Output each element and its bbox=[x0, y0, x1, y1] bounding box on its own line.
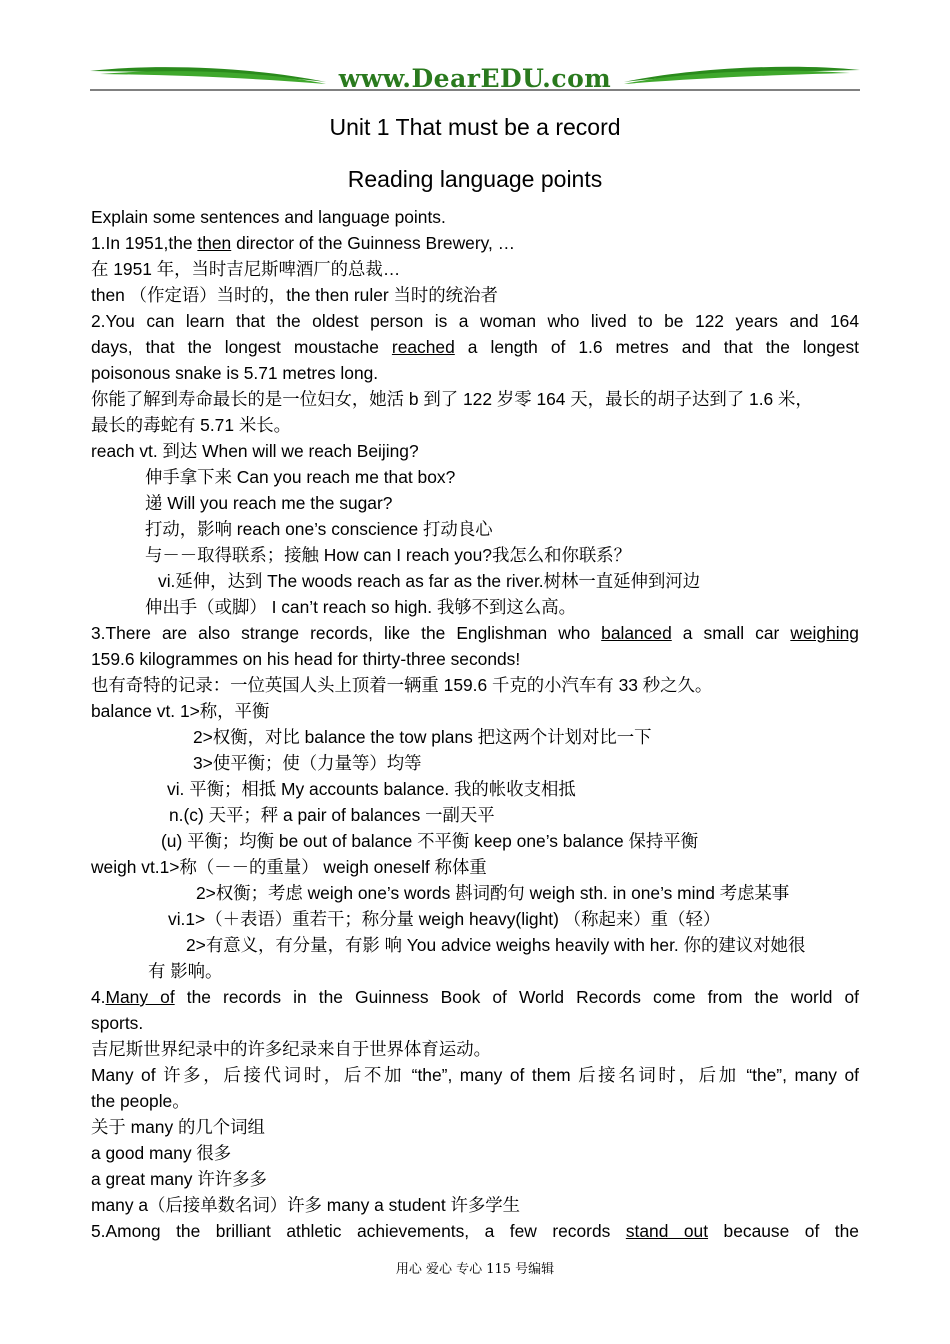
text-line: 你能了解到寿命最长的是一位妇女，她活 b 到了 122 岁零 164 天，最长的胡子达到了 1.6 米， bbox=[91, 389, 813, 409]
text-span: 1.In 1951,the bbox=[91, 233, 198, 253]
text-line: 也有奇特的记录：一位英国人头上顶着一辆重 159.6 千克的小汽车有 33 秒之久。 bbox=[91, 675, 713, 695]
text-line bbox=[91, 230, 859, 256]
text-line: 3>使平衡；使（力量等）均等 bbox=[193, 753, 422, 773]
text-line: then （作定语）当时的，the then ruler 当时的统治者 bbox=[91, 285, 498, 305]
text-line: reach vt. 到达 When will we reach Beijing? bbox=[91, 441, 419, 461]
text-line: vi.1>（＋表语）重若干；称分量 weigh heavy(light) （称起来）重（轻） bbox=[168, 909, 721, 929]
text-line bbox=[91, 620, 859, 646]
text-line: balance vt. 1>称，平衡 bbox=[91, 701, 270, 721]
text-line: Many of 许多，后接代词时，后不加 “the”, many of them 后接名词时，后加 “the”, many of bbox=[91, 1065, 859, 1085]
text-line: 最长的毒蛇有 5.71 米长。 bbox=[91, 415, 292, 435]
text-line bbox=[91, 1218, 859, 1244]
lesson-content bbox=[91, 204, 859, 1244]
text-line: vi.延伸，达到 The woods reach as far as the river.树林一直延伸到河边 bbox=[158, 571, 701, 591]
text-span: a length of 1.6 metres and that the longest bbox=[454, 337, 859, 357]
text-line: 伸手拿下来 Can you reach me that box? bbox=[145, 467, 456, 487]
text-line: 伸出手（或脚） I can’t reach so high. 我够不到这么高。 bbox=[145, 597, 576, 617]
text-line: 递 Will you reach me the sugar? bbox=[145, 493, 393, 513]
text-span: 3.There are also strange records, like the Englishman who bbox=[91, 623, 602, 643]
text-span: a small car bbox=[671, 623, 791, 643]
text-line: 2.You can learn that the oldest person is a woman who lived to be 122 years and 164 bbox=[91, 311, 859, 331]
text-line: weigh vt.1>称（－－的重量） weigh oneself 称体重 bbox=[91, 857, 487, 877]
text-line: a good many 很多 bbox=[91, 1143, 232, 1163]
underlined-term: weighing bbox=[790, 623, 859, 643]
text-line: the people。 bbox=[91, 1091, 190, 1111]
text-span: days, that the longest moustache bbox=[91, 337, 392, 357]
site-banner bbox=[90, 62, 860, 96]
text-line: 2>有意义，有分量，有影 响 You advice weighs heavily with her. 你的建议对她很 bbox=[186, 935, 806, 955]
text-line bbox=[91, 984, 859, 1010]
text-line: poisonous snake is 5.71 metres long. bbox=[91, 363, 379, 383]
text-span: director of the Guinness Brewery, … bbox=[231, 233, 516, 253]
text-line: 与－－取得联系；接触 How can I reach you?我怎么和你联系？ bbox=[145, 545, 632, 565]
text-line: 关于 many 的几个词组 bbox=[91, 1117, 265, 1137]
text-line: 打动，影响 reach one’s conscience 打动良心 bbox=[145, 519, 493, 539]
text-line: 2>权衡；考虑 weigh one’s words 斟词酌句 weigh sth. in one’s mind 考虑某事 bbox=[196, 883, 790, 903]
text-line: a great many 许许多多 bbox=[91, 1169, 267, 1189]
page-footer: 用心 爱心 专心 115 号编辑 bbox=[395, 1262, 555, 1277]
underlined-term: stand out bbox=[625, 1221, 709, 1241]
text-line: 吉尼斯世界纪录中的许多纪录来自于世界体育运动。 bbox=[91, 1039, 491, 1059]
text-line: (u) 平衡；均衡 be out of balance 不平衡 keep one’s balance 保持平衡 bbox=[161, 831, 699, 851]
text-line: n.(c) 天平；秤 a pair of balances 一副天平 bbox=[169, 805, 495, 825]
underlined-term: Many of bbox=[105, 987, 175, 1007]
underlined-term: then bbox=[197, 233, 232, 253]
text-line: 在 1951 年，当时吉尼斯啤酒厂的总裁… bbox=[91, 259, 401, 279]
site-logo-text: www.DearEDU.com bbox=[338, 64, 612, 93]
underlined-term: balanced bbox=[601, 623, 672, 643]
text-line bbox=[91, 334, 859, 360]
text-line: vi. 平衡；相抵 My accounts balance. 我的帐收支相抵 bbox=[167, 779, 576, 799]
text-span: because of the bbox=[708, 1221, 859, 1241]
text-span: 4. bbox=[91, 987, 106, 1007]
page-title: Unit 1 That must be a record bbox=[329, 114, 621, 140]
text-line: many a（后接单数名词）许多 many a student 许多学生 bbox=[91, 1195, 521, 1215]
text-line: 2>权衡，对比 balance the tow plans 把这两个计划对比一下 bbox=[193, 727, 652, 747]
text-line: 159.6 kilogrammes on his head for thirty-three seconds! bbox=[91, 649, 521, 669]
text-span: the records in the Guinness Book of World Records come from the world of bbox=[174, 987, 859, 1007]
text-line: sports. bbox=[91, 1013, 144, 1033]
underlined-term: reached bbox=[391, 337, 455, 357]
text-span: 5.Among the brilliant athletic achievements, a few records bbox=[91, 1221, 626, 1241]
text-line: Explain some sentences and language points. bbox=[91, 207, 446, 227]
page-subtitle: Reading language points bbox=[347, 166, 603, 192]
text-line: 有 影响。 bbox=[148, 961, 223, 981]
